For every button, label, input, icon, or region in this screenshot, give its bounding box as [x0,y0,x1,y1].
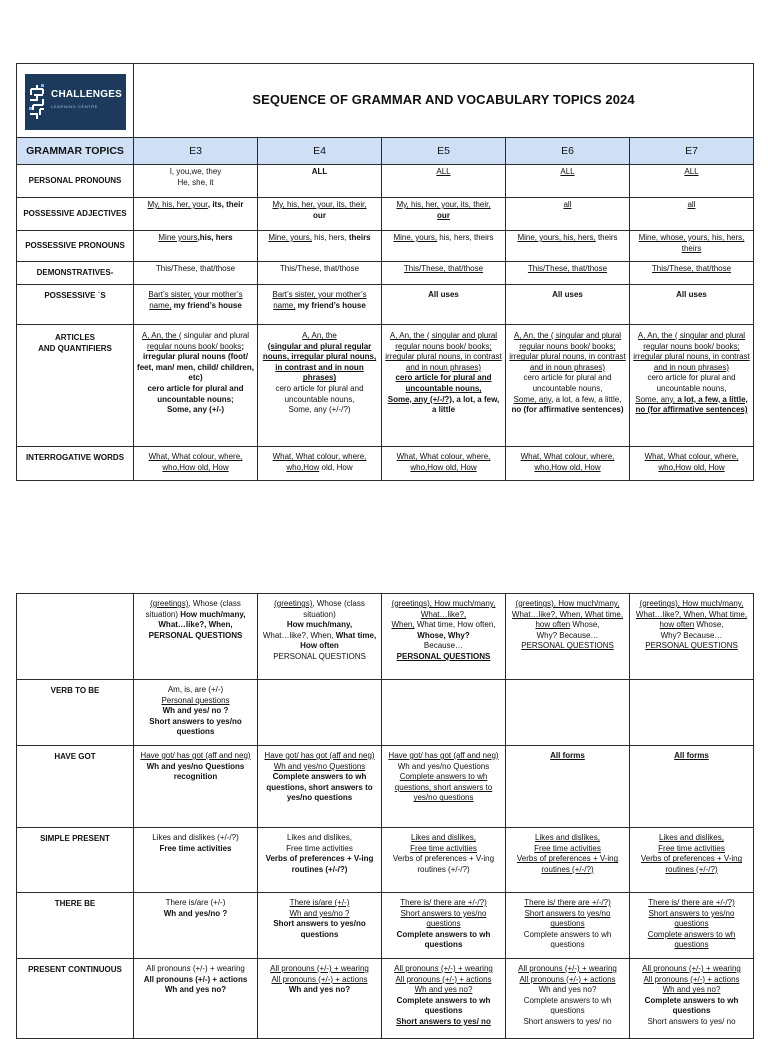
cell-text: (greetings), How much/many, What…like?, [391,599,496,619]
cell-e4 [258,594,382,680]
cell-e3 [134,680,258,746]
cell-text: Free time activities [534,843,601,853]
cell-text: What, What colour, where, [520,452,615,461]
cell-text: Wh and yes no? [538,985,597,995]
cell-e5: All uses [382,285,506,325]
cell-e4 [258,198,382,231]
maze-icon [28,83,46,121]
cell-text: Mine, yours, [268,233,312,242]
cell-text: Short answers to yes/no questions [273,919,366,939]
cell-text: There is/are (+/-) [289,898,350,907]
cell-e5 [382,959,506,1039]
cell-text: Short answers to yes/no questions [149,716,242,737]
cell-text: Why? Because… [536,630,599,640]
cell-text: Short answers to yes/no questions [524,908,611,929]
row-label: PRESENT CONTINUOUS [17,959,134,1039]
cell-text: my friend’s house [171,300,242,310]
cell-text: who,How old, How [658,462,725,472]
cell-e5 [382,746,506,828]
cell-text: Complete answers to wh questions [396,995,491,1016]
cell-text: cero article for plural and uncountable nouns, [523,373,612,393]
cell-text: , a lot, a few, a little, [551,394,622,404]
row-label: THERE BE [17,893,134,959]
row-personal-pronouns [17,165,754,198]
cell-text: Because… [423,641,464,651]
cell-text: What, What colour, where, [148,452,243,461]
col-header-e7: E7 [630,138,754,165]
cell-text: All pronouns (+/-) + actions [519,974,616,984]
cell-e4 [258,325,382,447]
cell-text: Complete answers to wh questions [523,995,612,1016]
cell-text: A, An, the [302,331,337,340]
cell-text: Short answers to yes/no questions [400,908,487,929]
cell-e6: This/These, that/those [506,262,630,285]
cell-e7 [630,959,754,1039]
cell-text: Short answers to yes/ no [396,1016,491,1026]
cell-e4 [258,746,382,828]
row-possessive-adjectives [17,198,754,231]
cell-text: PERSONAL QUESTIONS [273,651,366,661]
cell-text: regular nouns book/ books [147,341,242,351]
cell-text: Wh and yes/ no ? [162,706,229,716]
cell-text: no (for affirmative sentences) [511,405,624,415]
cell-text: Some, any, [635,394,676,404]
cell-text: , its, their [207,200,244,209]
col-header-e4: E4 [258,138,382,165]
cell-e3 [134,959,258,1039]
row-label: DEMONSTRATIVES- [17,262,134,285]
cell-e3 [134,285,258,325]
cell-text: Short answers to yes/ no [523,1016,612,1026]
cell-text: , Whose (class situation) [303,599,365,619]
cell-e3 [134,594,258,680]
cell-text: his, hers, [311,233,349,242]
title-row [17,64,754,138]
cell-e5 [382,231,506,262]
cell-text: theirs [681,243,702,253]
cell-text: Some, any (+/-/?) [288,405,351,415]
cell-text: who,How old, How [410,462,477,472]
cell-text: our [313,210,326,220]
row-have-got [17,746,754,828]
cell-text: Whose, Why? [417,630,470,640]
cell-e4: ALL [258,165,382,198]
cell-e7: All uses [630,285,754,325]
cell-text: What time, How often [300,630,377,651]
logo-name: CHALLENGES [51,89,122,101]
cell-text: He, she, it [177,177,214,187]
cell-text: A, An, the ( singular and plural regular nouns book/ books; irregular plural nouns, in contrast and in noun phrases) [385,331,502,372]
cell-e7: ALL [630,165,754,198]
cell-text: Verbs of preferences + V-ing routines (+/-/?) [265,854,374,874]
cell-e4 [258,959,382,1039]
cell-text: (greetings), How much/many, What…like?, When, What time, how often [511,599,624,630]
cell-text: All pronouns (+/-) + actions [395,974,492,984]
cell-e6 [506,231,630,262]
cell-text: All pronouns (+/-) + actions [643,974,740,984]
cell-text: Verbs of preferences + V-ing routines (+/-/?) [516,854,619,874]
cell-text: All pronouns (+/-) + actions [143,974,248,984]
cell-text: There is/ there are +/-/?) [400,898,487,907]
cell-text: cero article for plural and uncountable nouns; [147,383,244,404]
cell-e3 [134,447,258,481]
row-simple-present [17,828,754,893]
cell-text: Whose, [694,620,724,630]
cell-e5: This/These, that/those [382,262,506,285]
cell-text: ,his, hers [197,233,233,242]
cell-text: PERSONAL QUESTIONS [148,630,243,640]
col-header-e3: E3 [134,138,258,165]
cell-text: ; irregular plural nouns (foot/ feet, man/ men, child/ children, etc) [137,341,254,383]
cell-text: Complete answers to wh questions, short answers to yes/no questions [394,772,493,803]
cell-e7 [630,447,754,481]
cell-e6 [506,959,630,1039]
cell-e5 [382,893,506,959]
cell-text: Have got/ has got (aff and neg) [140,751,251,760]
cell-text: Wh and yes no? [288,985,351,995]
cell-e5 [382,325,506,447]
cell-text: There is/ there are +/-/?) [648,898,735,907]
cell-e3 [134,198,258,231]
cell-text: All pronouns (+/-) + wearing [146,964,245,973]
cell-text: (singular and plural regular nouns, irregular plural nouns, in contrast and in noun phrases) [262,341,377,383]
row-label: POSSESSIVE ADJECTIVES [17,198,134,231]
cell-text: (greetings), How much/many, What…like?, When, What time, how often [635,599,748,630]
challenges-logo [25,74,126,130]
cell-text: Free time activities [410,843,477,853]
cell-text: Some, any (+/-) [166,405,225,415]
cell-text: Likes and dislikes, [535,833,600,842]
cell-text: What, What colour, where, [644,452,739,461]
cell-text: Complete answers to wh questions [523,929,612,950]
cell-e7 [630,325,754,447]
col-header-topics: GRAMMAR TOPICS [17,138,134,165]
cell-text: Free time activities [658,843,725,853]
cell-text: All pronouns (+/-) + wearing [394,964,493,973]
cell-text: Likes and dislikes, [659,833,724,842]
cell-text: Wh and yes no? [662,985,721,995]
cell-text: cero article for plural and uncountable nouns, [275,383,364,404]
cell-text: All pronouns (+/-) + wearing [642,964,741,973]
cell-e7 [630,828,754,893]
cell-e4: This/These, that/those [258,262,382,285]
cell-text: How much/many, [286,620,353,630]
cell-text: When, [391,620,415,630]
cell-e7: This/These, that/those [630,262,754,285]
cell-text: Complete answers to wh questions, short answers to yes/no questions [266,772,373,803]
cell-text: Wh and yes/no ? [163,908,228,918]
cell-text: PERSONAL QUESTIONS [521,641,614,651]
cell-text: Complete answers to wh questions [644,995,739,1016]
cell-e5 [382,198,506,231]
cell-e7 [630,893,754,959]
cell-text: Wh and yes/no Questions recognition [146,761,245,782]
cell-e5 [382,828,506,893]
cell-text: (greetings) [274,599,313,608]
column-header-row [17,138,754,165]
cell-text: (greetings) [150,599,189,608]
cell-text: Complete answers to wh questions [647,929,736,950]
cell-e6 [506,447,630,481]
cell-text: a lot, a few, a little, no (for affirmative sentences) [635,394,748,415]
row-possessive-s [17,285,754,325]
cell-text: Wh and yes/no Questions [397,761,490,771]
cell-text: cero article for plural and uncountable nouns, [647,373,736,393]
grammar-topics-table-1 [16,63,754,481]
cell-text: Wh and yes no? [164,985,227,995]
cell-text: Some, any (+/-/?) [387,394,452,404]
cell-text: What time, How often, [414,620,496,630]
cell-e3 [134,828,258,893]
cell-text: my friend’s house [295,300,366,310]
cell-text: Free time activities [286,843,353,853]
row-verb-to-be [17,680,754,746]
cell-text: All pronouns (+/-) + wearing [270,964,369,973]
row-possessive-pronouns [17,231,754,262]
cell-text: Likes and dislikes (+/-/?) [152,833,239,842]
cell-text: Bart’s sister, your mother’s [148,290,243,299]
cell-e3: This/These, that/those [134,262,258,285]
cell-text: Have got/ has got (aff and neg) [264,751,375,760]
cell-e5 [382,447,506,481]
cell-e5: ALL [382,165,506,198]
cell-text: who,How old, How [534,462,601,472]
cell-text: Short answers to yes/no questions [648,908,735,929]
cell-text: What, What colour, where, [396,452,491,461]
cell-e6: all [506,198,630,231]
cell-text: Why? Because… [660,630,723,640]
cell-text: cero article for plural and uncountable nouns, [395,373,492,393]
cell-text: All pronouns (+/-) + actions [271,974,368,984]
row-label [17,594,134,680]
cell-text: Complete answers to wh questions [396,929,491,950]
col-header-e6: E6 [506,138,630,165]
cell-e4 [258,680,382,746]
cell-e7 [630,594,754,680]
cell-e6: All uses [506,285,630,325]
cell-text: Bart’s sister, your mother’s [272,290,367,299]
row-label [17,325,134,447]
cell-text: Mine, yours, his, hers, [517,233,596,242]
cell-e4 [258,447,382,481]
cell-text: old, How [319,462,353,472]
cell-text: What…like?, When, [262,630,336,640]
cell-text: Wh and yes no? [414,985,473,995]
cell-text: name, [273,300,296,310]
cell-e4 [258,231,382,262]
cell-e5 [382,680,506,746]
grammar-topics-table-2 [16,593,754,1039]
cell-text: Likes and dislikes, [287,833,352,842]
row-label-line: AND QUANTIFIERS [38,343,112,353]
cell-text: There is/are (+/-) [165,898,226,907]
cell-text: A, An, the ( singular and plural regular nouns book/ books; irregular plural nouns, in contrast and in noun phrases) [509,331,626,372]
cell-text: Verbs of preferences + V-ing routines (+/-/?) [392,854,495,874]
row-label: VERB TO BE [17,680,134,746]
cell-e3 [134,325,258,447]
cell-e6 [506,680,630,746]
cell-text: our [437,210,450,220]
cell-text: There is/ there are +/-/?) [524,898,611,907]
cell-e6: All forms [506,746,630,828]
row-there-be [17,893,754,959]
row-label: SIMPLE PRESENT [17,828,134,893]
cell-text: My, his, her, your, its, their, [272,200,367,209]
cell-e7 [630,231,754,262]
cell-text: Wh and yes/no Questions [273,761,366,771]
cell-text: his, hers, theirs [437,233,494,242]
cell-text: Am, is, are (+/-) [167,685,224,694]
col-header-e5: E5 [382,138,506,165]
cell-text: who,How [286,462,320,472]
cell-e6 [506,594,630,680]
row-demonstratives [17,262,754,285]
cell-text: , Whose (class situation) [145,599,241,619]
cell-text: Mine, yours, [393,233,438,242]
document-title: SEQUENCE OF GRAMMAR AND VOCABULARY TOPICS 2024 [134,64,754,138]
cell-e7 [630,680,754,746]
cell-text: Have got/ has got (aff and neg) [388,751,499,760]
cell-text: My, his, her, your, its, their, [396,200,491,209]
cell-e4 [258,828,382,893]
row-label: PERSONAL PRONOUNS [17,165,134,198]
cell-e3 [134,746,258,828]
cell-text: singular and plural [181,331,250,340]
cell-e7: All forms [630,746,754,828]
cell-e4 [258,893,382,959]
cell-e7: all [630,198,754,231]
cell-text: name, [149,300,172,310]
cell-e5 [382,594,506,680]
cell-text: How much/many, What…like?, When, [158,609,246,630]
cell-text: PERSONAL QUESTIONS [645,641,738,651]
cell-e6 [506,325,630,447]
cell-text: theirs [595,233,618,242]
row-articles-quantifiers [17,325,754,447]
cell-text: A, An, the ( singular and plural regular nouns book/ books; irregular plural nouns, in contrast and in noun phrases) [633,331,750,372]
cell-text: Mine yours [158,233,198,242]
row-label: POSSESSIVE `S [17,285,134,325]
row-label: HAVE GOT [17,746,134,828]
cell-text: Short answers to yes/ no [647,1016,736,1026]
cell-e3 [134,893,258,959]
cell-e4 [258,285,382,325]
cell-e6 [506,828,630,893]
cell-text: All pronouns (+/-) + wearing [518,964,617,973]
cell-text: Whose, [570,620,600,630]
cell-text: My, his, her, your [147,200,208,209]
cell-text: Mine, whose, yours, his, hers, [638,233,745,242]
logo-subtitle: LEARNING CENTRE [51,104,99,109]
cell-text: PERSONAL QUESTIONS [396,651,491,661]
cell-e6: ALL [506,165,630,198]
cell-text: Personal questions [161,695,230,705]
cell-e3 [134,231,258,262]
logo-cell [17,64,134,138]
cell-text: Wh and yes/no ? [289,908,350,918]
row-label: POSSESSIVE PRONOUNS [17,231,134,262]
cell-text: Free time activities [159,843,232,853]
cell-e3 [134,165,258,198]
cell-text: Likes and dislikes, [411,833,476,842]
row-interrogative-words [17,447,754,481]
row-label: INTERROGATIVE WORDS [17,447,134,481]
cell-text: , a lot, a few, a little [431,394,500,415]
cell-text: What, What colour, where, [272,452,367,461]
cell-text: A, An, the ( [141,331,182,340]
cell-text: Verbs of preferences + V-ing routines (+/-/?) [640,854,743,874]
cell-text: theirs [348,233,371,242]
cell-text: I, you,we, they [169,167,222,176]
row-present-continuous [17,959,754,1039]
row-question-words [17,594,754,680]
cell-text: Some, any [513,394,552,404]
cell-e6 [506,893,630,959]
cell-text: who,How old, How [162,462,229,472]
row-label-line: ARTICLES [55,333,95,342]
